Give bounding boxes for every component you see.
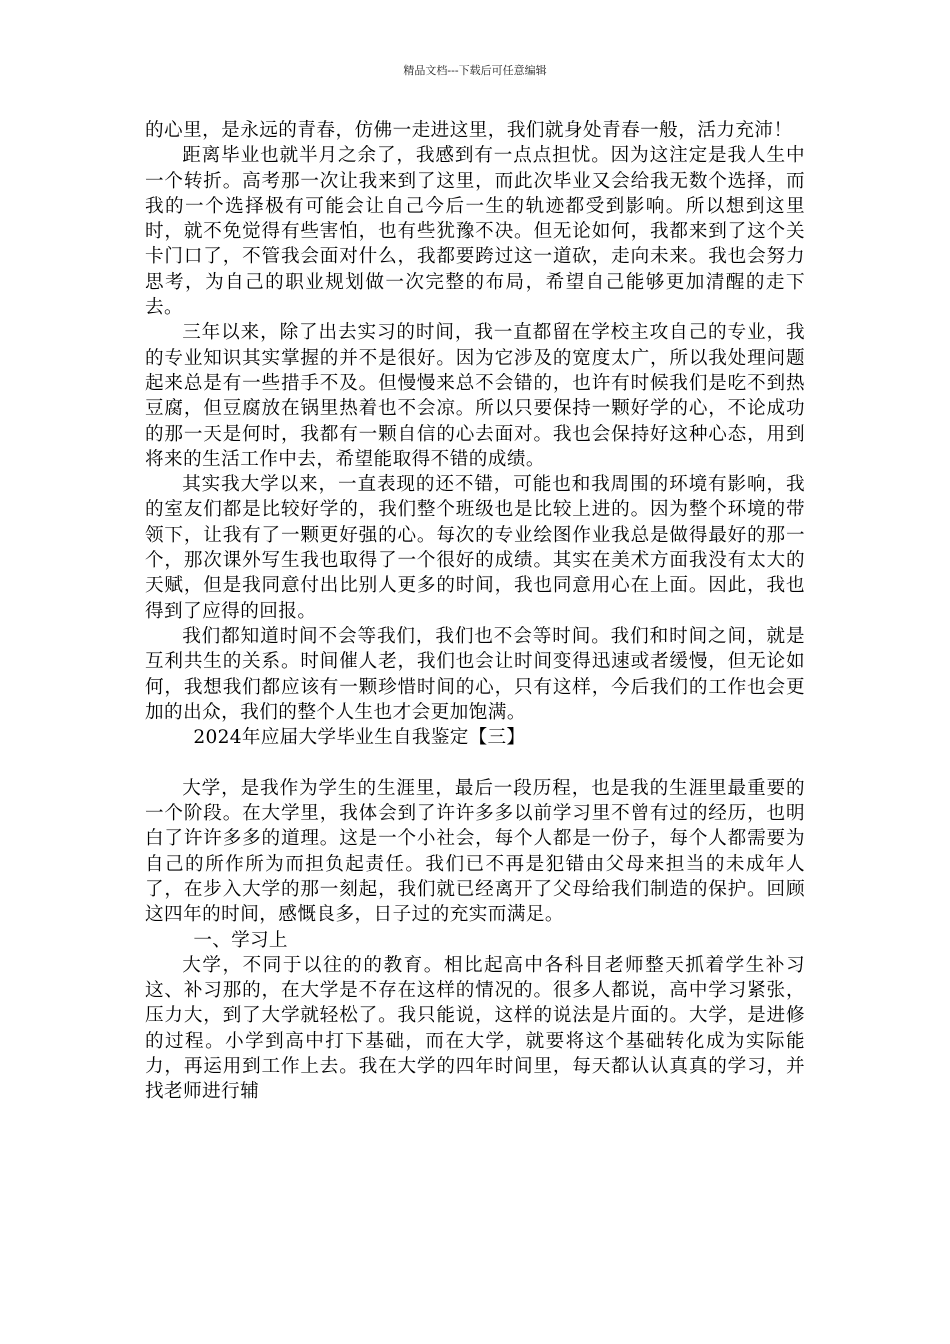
paragraph-4: 其实我大学以来，一直表现的还不错，可能也和我周围的环境有影响，我的室友们都是比较好学的，我们整个班级也是比较上进的。因为整个环境的带领下，让我有了一颗更好强的心。每次的专业绘图作业我总是做得最好的那一个，那次课外写生我也取得了一个很好的成绩。其实在美术方面我没有太大的天赋，但是我同意付出比别人更多的时间，我也同意用心在上面。因此，我也得到了应得的回报。 — [145, 474, 805, 622]
paragraph-7: 大学，不同于以往的的教育。相比起高中各科目老师整天抓着学生补习这、补习那的，在大学是不存在这样的情况的。很多人都说，高中学习紧张，压力大，到了大学就轻松了。我只能说，这样的说法是片面的。大学，是进修的过程。小学到高中打下基础，而在大学，就要将这个基础转化成为实际能力，再运用到工作上去。我在大学的四年时间里，每天都认认真真的学习，并找老师进行辅 — [145, 954, 805, 1103]
paragraph-3: 三年以来，除了出去实习的时间，我一直都留在学校主攻自己的专业，我的专业知识其实掌握的并不是很好。因为它涉及的宽度太广，所以我处理问题起来总是有一些措手不及。但慢慢来总不会错的，也许有时候我们是吃不到热豆腐，但豆腐放在锅里热着也不会凉。所以只要保持一颗好学的心，不论成功的那一天是何时，我都有一颗自信的心去面对。我也会保持好这种心态，用到将来的生活工作中去，希望能取得不错的成绩。 — [145, 322, 805, 470]
sub-heading: 一、学习上 — [193, 929, 288, 951]
paragraph-1: 的心里，是永远的青春，仿佛一走进这里，我们就身处青春一般，活力充沛！ — [145, 120, 793, 141]
blank-line — [145, 750, 805, 775]
document-body — [145, 118, 805, 1105]
paragraph-2: 距离毕业也就半月之余了，我感到有一点点担忧。因为这注定是我人生中一个转折。高考那一次让我来到了这里，而此次毕业又会给我无数个选择，而我的一个选择极有可能会让自己今后一生的轨迹都受到影响。所以想到这里时，就不免觉得有些害怕，也有些犹豫不决。但无论如何，我都来到了这个关卡门口了，不管我会面对什么，我都要跨过这一道砍，走向未来。我也会努力思考，为自己的职业规划做一次完整的布局，希望自己能够更加清醒的走下去。 — [145, 145, 805, 319]
page-header: 精品文档---下载后可任意编辑 — [403, 64, 547, 77]
paragraph-5: 我们都知道时间不会等我们，我们也不会等时间。我们和时间之间，就是互利共生的关系。时间催人老，我们也会让时间变得迅速或者缓慢，但无论如何，我想我们都应该有一颗珍惜时间的心，只有这样，今后我们的工作也会更加的出众，我们的整个人生也才会更加饱满。 — [145, 625, 805, 723]
paragraph-6: 大学，是我作为学生的生涯里，最后一段历程，也是我的生涯里最重要的一个阶段。在大学里，我体会到了许许多多以前学习里不曾有过的经历，也明白了许许多多的道理。这是一个小社会，每个人都是一份子，每个人都需要为自己的所作所为而担负起责任。我们已不再是犯错由父母来担当的未成年人了，在步入大学的那一刻起，我们就已经离开了父母给我们制造的保护。回顾这四年的时间，感慨良多，日子过的充实而满足。 — [145, 777, 805, 926]
section-title: 2024年应届大学毕业生自我鉴定【三】 — [193, 727, 526, 749]
